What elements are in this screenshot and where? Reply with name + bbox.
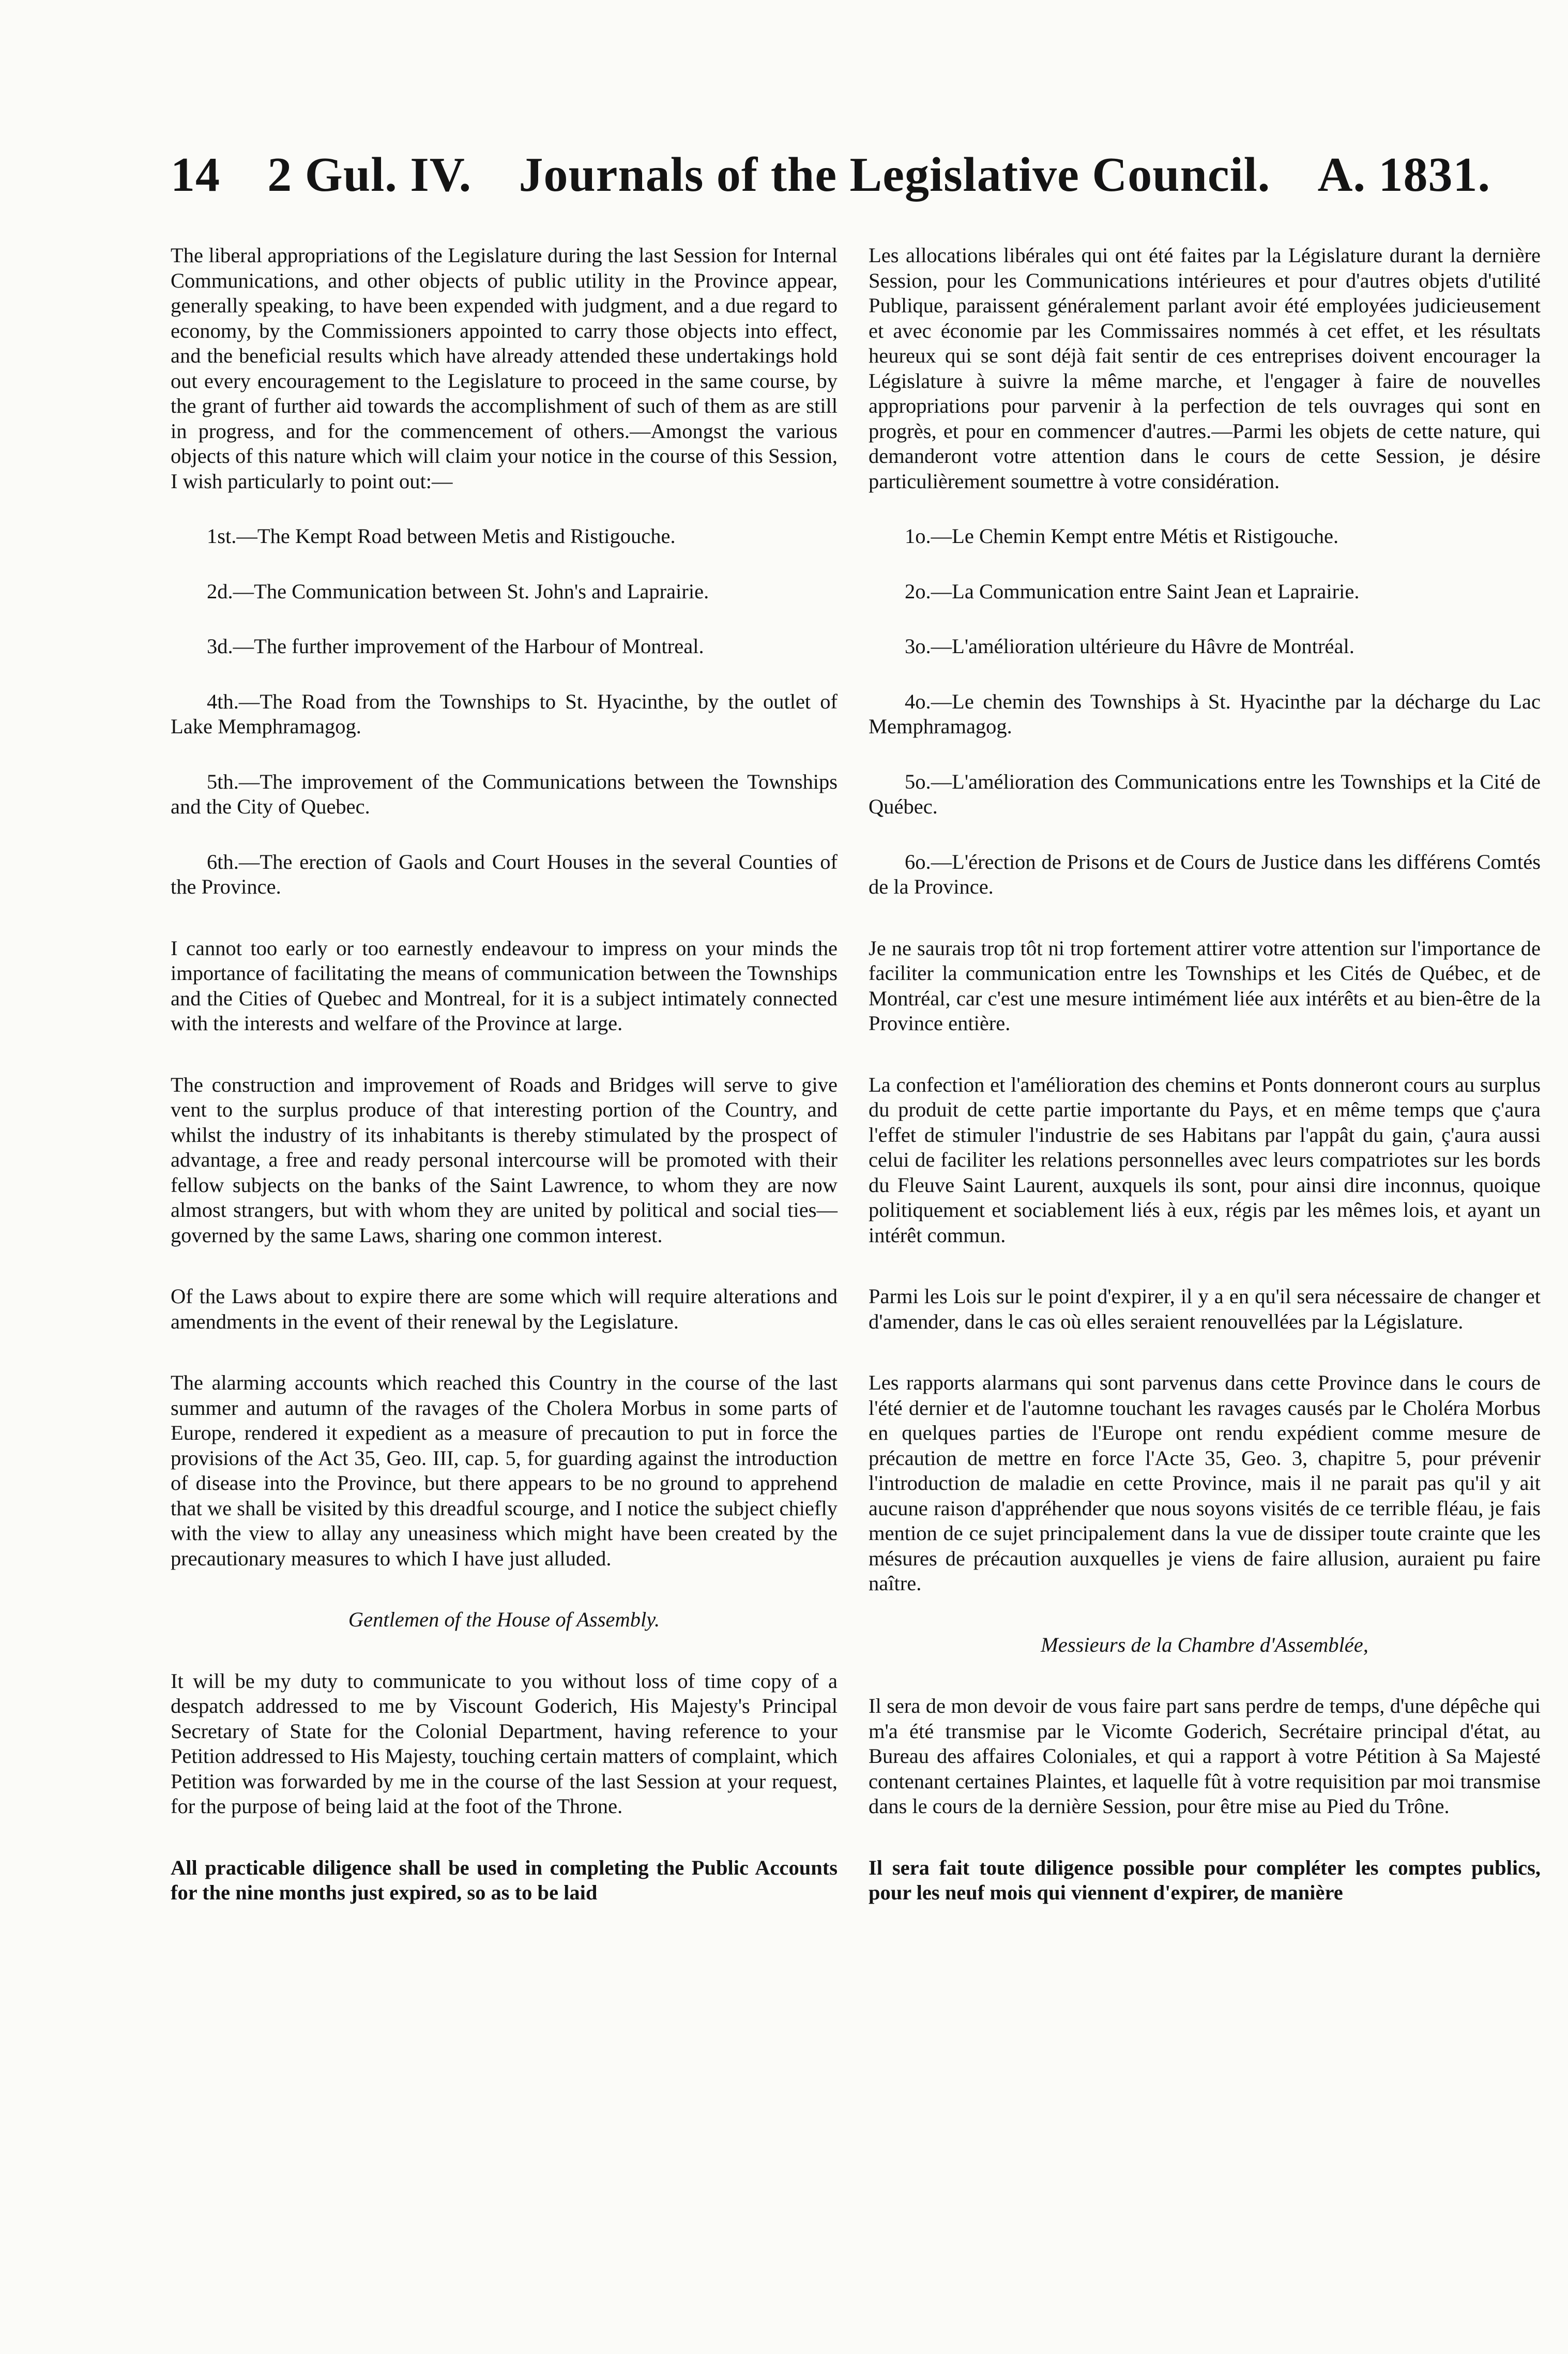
en-heading-assembly: Gentlemen of the House of Assembly. — [348, 1608, 660, 1631]
en-item-3: 3d.—The further improvement of the Harbour of Montreal. — [207, 635, 704, 658]
en-item-4: 4th.—The Road from the Townships to St. Hyacinthe, by the outlet of Lake Memphramagog. — [171, 689, 838, 738]
en-paragraph-cholera: The alarming accounts which reached this Country in the course of the last summer and autumn of the ravages of the Cholera Morbus in some parts of Europe, rendered it expedient as a measure of precaution to put in force the provisions of the Act 35, Geo. III, cap. 5, for guarding against the introduction of disease into the Province, but there appears to be no ground to apprehend that we shall be visited by this dreadful scourge, and I notice the subject chiefly with the view to allay any uneasiness which might have been created by the precautionary measures to which I have just alluded. — [171, 1371, 838, 1570]
page-number: 14 — [171, 148, 220, 202]
fr-paragraph-accounts: Il sera fait toute diligence possible pour compléter les comptes publics, pour les neuf mois qui viennent d'expirer, de manière — [869, 1855, 1541, 1904]
french-column — [869, 243, 1541, 1906]
fr-item-5: 5o.—L'amélioration des Communications entre les Townships et la Cité de Québec. — [869, 769, 1541, 818]
en-item-6: 6th.—The erection of Gaols and Court Houses in the several Counties of the Province. — [171, 850, 838, 898]
en-paragraph-appropriations: The liberal appropriations of the Legislature during the last Session for Internal Communications, and other objects of public utility in the Province appear, generally speaking, to have been expended with judgment, and a due regard to economy, by the Commissioners appointed to carry those objects into effect, and the beneficial results which have already attended these undertakings hold out every encouragement to the Legislature to proceed in the same course, by the grant of further aid towards the accomplishment of such of them as are still in progress, and for the commencement of others.—Amongst the various objects of this nature which will claim your notice in the course of this Session, I wish particularly to point out:— — [171, 244, 838, 493]
fr-paragraph-cholera: Les rapports alarmans qui sont parvenus dans cette Province dans le cours de l'été dernier et de l'automne touchant les ravages causés par le Choléra Morbus en quelques parties de l'Europe ont rendu expédient comme mesure de précaution de mettre en force l'Acte 35, Geo. 3, chapitre 5, pour prévenir l'introduction de maladie en cette Province, mais il ne parait pas qu'il y ait aucune raison d'appréhender que nous soyons visités de ce terrible fléau, je fais mention de ce sujet principalement dans la vue de dissiper toute crainte que les mésures de précaution auxquelles je viens de faire allusion, auraient pu faire naître. — [869, 1371, 1541, 1595]
en-paragraph-despatch: It will be my duty to communicate to you without loss of time copy of a despatch addressed to me by Viscount Goderich, His Majesty's Principal Secretary of State for the Colonial Department, having reference to your Petition addressed to His Majesty, touching certain matters of complaint, which Petition was forwarded by me in the course of the last Session at your request, for the purpose of being laid at the foot of the Throne. — [171, 1669, 838, 1818]
en-paragraph-accounts: All practicable diligence shall be used in completing the Public Accounts for the nine months just expired, so as to be laid — [171, 1855, 838, 1904]
year: A. 1831. — [1317, 148, 1490, 202]
page-title: Journals of the Legislative Council. — [519, 148, 1271, 202]
fr-item-1: 1o.—Le Chemin Kempt entre Métis et Ristigouche. — [905, 524, 1339, 548]
fr-paragraph-townships: Je ne saurais trop tôt ni trop fortement attirer votre attention sur l'importance de faciliter la communication entre les Townships et les Cités de Québec, et de Montréal, car c'est une mesure intimément liée aux intérêts et au bien-être de la Province entière. — [869, 936, 1541, 1035]
regnal-year: 2 Gul. IV. — [267, 148, 472, 202]
fr-item-2: 2o.—La Communication entre Saint Jean et Laprairie. — [905, 579, 1360, 603]
fr-paragraph-appropriations: Les allocations libérales qui ont été faites par la Législature durant la dernière Session, pour les Communications intérieures et pour d'autres objets d'utilité Publique, paraissent généralement parlant avoir été employées judicieusement et avec économie par les Commissaires nommés à cet effet, et les résultats heureux qui se sont déjà fait sentir de ces entreprises doivent encourager la Législature à suivre la même marche, et l'engager à faire de nouvelles appropriations pour parvenir à la perfection de tels ouvrages qui sont en progrès, et pour en commencer d'autres.—Parmi les objets de cette nature, qui demanderont votre attention dans le cours de cette Session, je désire particulièrement soumettre à votre considération. — [869, 244, 1541, 493]
page-header — [171, 144, 1490, 206]
en-paragraph-roads: The construction and improvement of Roads and Bridges will serve to give vent to the surplus produce of that interesting portion of the Country, and whilst the industry of its inhabitants is thereby stimulated by the prospect of advantage, a free and ready personal intercourse will be promoted with their fellow subjects on the banks of the Saint Lawrence, to whom they are now almost strangers, but with whom they are united by political and social ties—governed by the same Laws, sharing one common interest. — [171, 1073, 838, 1247]
fr-paragraph-roads: La confection et l'amélioration des chemins et Ponts donneront cours au surplus du produit de cette partie importante du Pays, et en même temps que ç'aura l'effet de stimuler l'industrie de ses Habitans par l'appât du gain, ç'aura aussi celui de faciliter les relations personnelles avec leurs compatriotes sur les bords du Fleuve Saint Laurent, auxquels ils sont, pour ainsi dire inconnus, quoique politiquement et sociablement liés à eux, régis par les mêmes lois, et ayant un intérêt commun. — [869, 1073, 1541, 1247]
fr-paragraph-despatch: Il sera de mon devoir de vous faire part sans perdre de temps, d'une dépêche qui m'a été transmise par le Vicomte Goderich, Secrétaire principal d'état, au Bureau des affaires Coloniales, et qui a rapport à votre Pétition à Sa Majesté contenant certaines Plaintes, et laquelle fût à votre requisition par moi transmise dans le cours de la dernière Session, pour être mise au Pied du Trône. — [869, 1694, 1541, 1818]
en-item-1: 1st.—The Kempt Road between Metis and Ristigouche. — [207, 524, 676, 548]
en-paragraph-townships: I cannot too early or too earnestly endeavour to impress on your minds the importance of facilitating the means of communication between the Townships and the Cities of Quebec and Montreal, for it is a subject intimately connected with the interests and welfare of the Province at large. — [171, 936, 838, 1035]
fr-heading-assembly: Messieurs de la Chambre d'Assemblée, — [1041, 1633, 1368, 1656]
en-item-5: 5th.—The improvement of the Communications between the Townships and the City of Quebec. — [171, 769, 838, 818]
fr-paragraph-laws: Parmi les Lois sur le point d'expirer, il y a en qu'il sera nécessaire de changer et d'amender, dans le cas où elles seraient renouvellées par la Législature. — [869, 1285, 1541, 1333]
en-paragraph-laws: Of the Laws about to expire there are some which will require alterations and amendments in the event of their renewal by the Legislature. — [171, 1285, 838, 1333]
english-column — [171, 243, 838, 1906]
fr-item-6: 6o.—L'érection de Prisons et de Cours de Justice dans les différens Comtés de la Province. — [869, 850, 1541, 898]
fr-item-4: 4o.—Le chemin des Townships à St. Hyacinthe par la décharge du Lac Memphramagog. — [869, 689, 1541, 738]
en-item-2: 2d.—The Communication between St. John's and Laprairie. — [207, 579, 709, 603]
fr-item-3: 3o.—L'amélioration ultérieure du Hâvre de Montréal. — [905, 635, 1354, 658]
